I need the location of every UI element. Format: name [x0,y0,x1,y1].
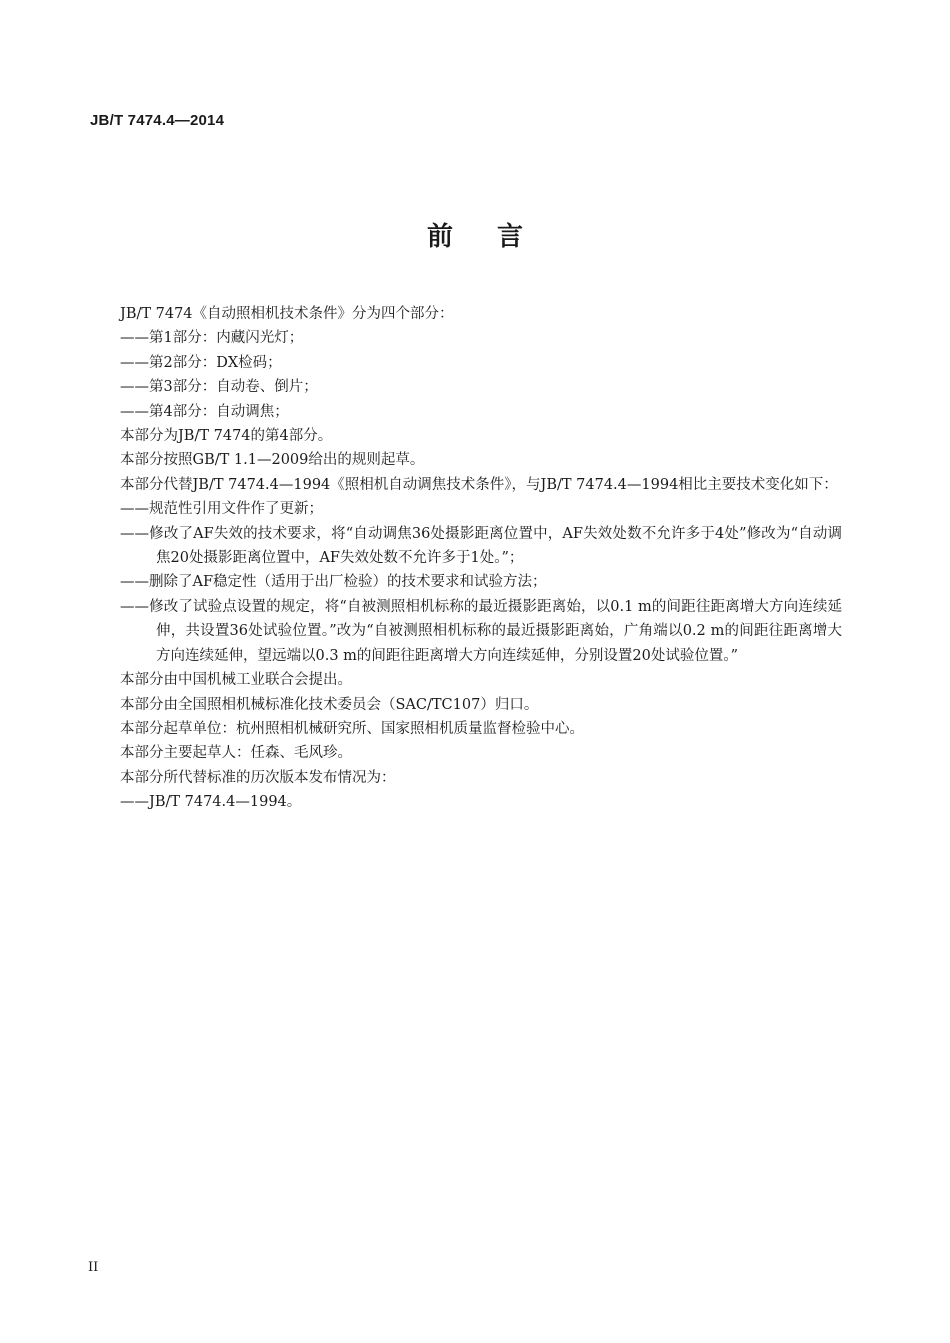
foreword-body [90,302,842,815]
page-title: 前言 [426,222,567,252]
drafters-statement: 本部分主要起草人：任森、毛风珍。 [120,745,352,762]
change-list-item: ——修改了试验点设置的规定，将“自被测照相机标称的最近摄影距离始，以0.1 m的间距往距离增大方向连续延伸，共设置36处试验位置。”改为“自被测照相机标称的最近摄影距离始，广角端以0.2 m的间距往距离增大方向连续延伸，望远端以0.3 m的间距往距离增大方向连续延伸，分别设置20处试验位置。” [120,598,842,664]
part-list-item: ——第4部分：自动调焦； [120,403,289,420]
standard-code: JB/T 7474.4—2014 [90,112,225,129]
change-list-item: ——修改了AF失效的技术要求，将“自动调焦36处摄影距离位置中，AF失效处数不允许多于4处”修改为“自动调焦20处摄影距离位置中，AF失效处数不允许多于1处。”； [120,525,842,567]
proposed-by-statement: 本部分由中国机械工业联合会提出。 [120,672,352,689]
part-list-item: ——第2部分：DX检码； [120,354,282,371]
drafting-units-statement: 本部分起草单位：杭州照相机械研究所、国家照相机质量监督检验中心。 [120,720,584,737]
change-list-item: ——规范性引用文件作了更新； [120,501,323,518]
part-list-item: ——第3部分：自动卷、倒片； [120,379,318,396]
change-list-item: ——删除了AF稳定性（适用于出厂检验）的技术要求和试验方法； [120,574,547,591]
centralized-by-statement: 本部分由全国照相机械标准化技术委员会（SAC/TC107）归口。 [120,696,539,713]
part-list-item: ——第1部分：内藏闪光灯； [120,330,304,347]
page-number: II [88,1260,99,1275]
foreword-intro: JB/T 7474《自动照相机技术条件》分为四个部分： [120,306,454,322]
replaces-statement: 本部分代替JB/T 7474.4—1994《照相机自动调焦技术条件》，与JB/T 7474.4—1994相比主要技术变化如下： [120,476,838,493]
this-part-statement: 本部分为JB/T 7474的第4部分。 [120,428,333,445]
history-list-item: ——JB/T 7474.4—1994。 [120,794,302,811]
history-intro: 本部分所代替标准的历次版本发布情况为： [120,769,396,786]
drafting-rule-statement: 本部分按照GB/T 1.1—2009给出的规则起草。 [120,452,425,469]
